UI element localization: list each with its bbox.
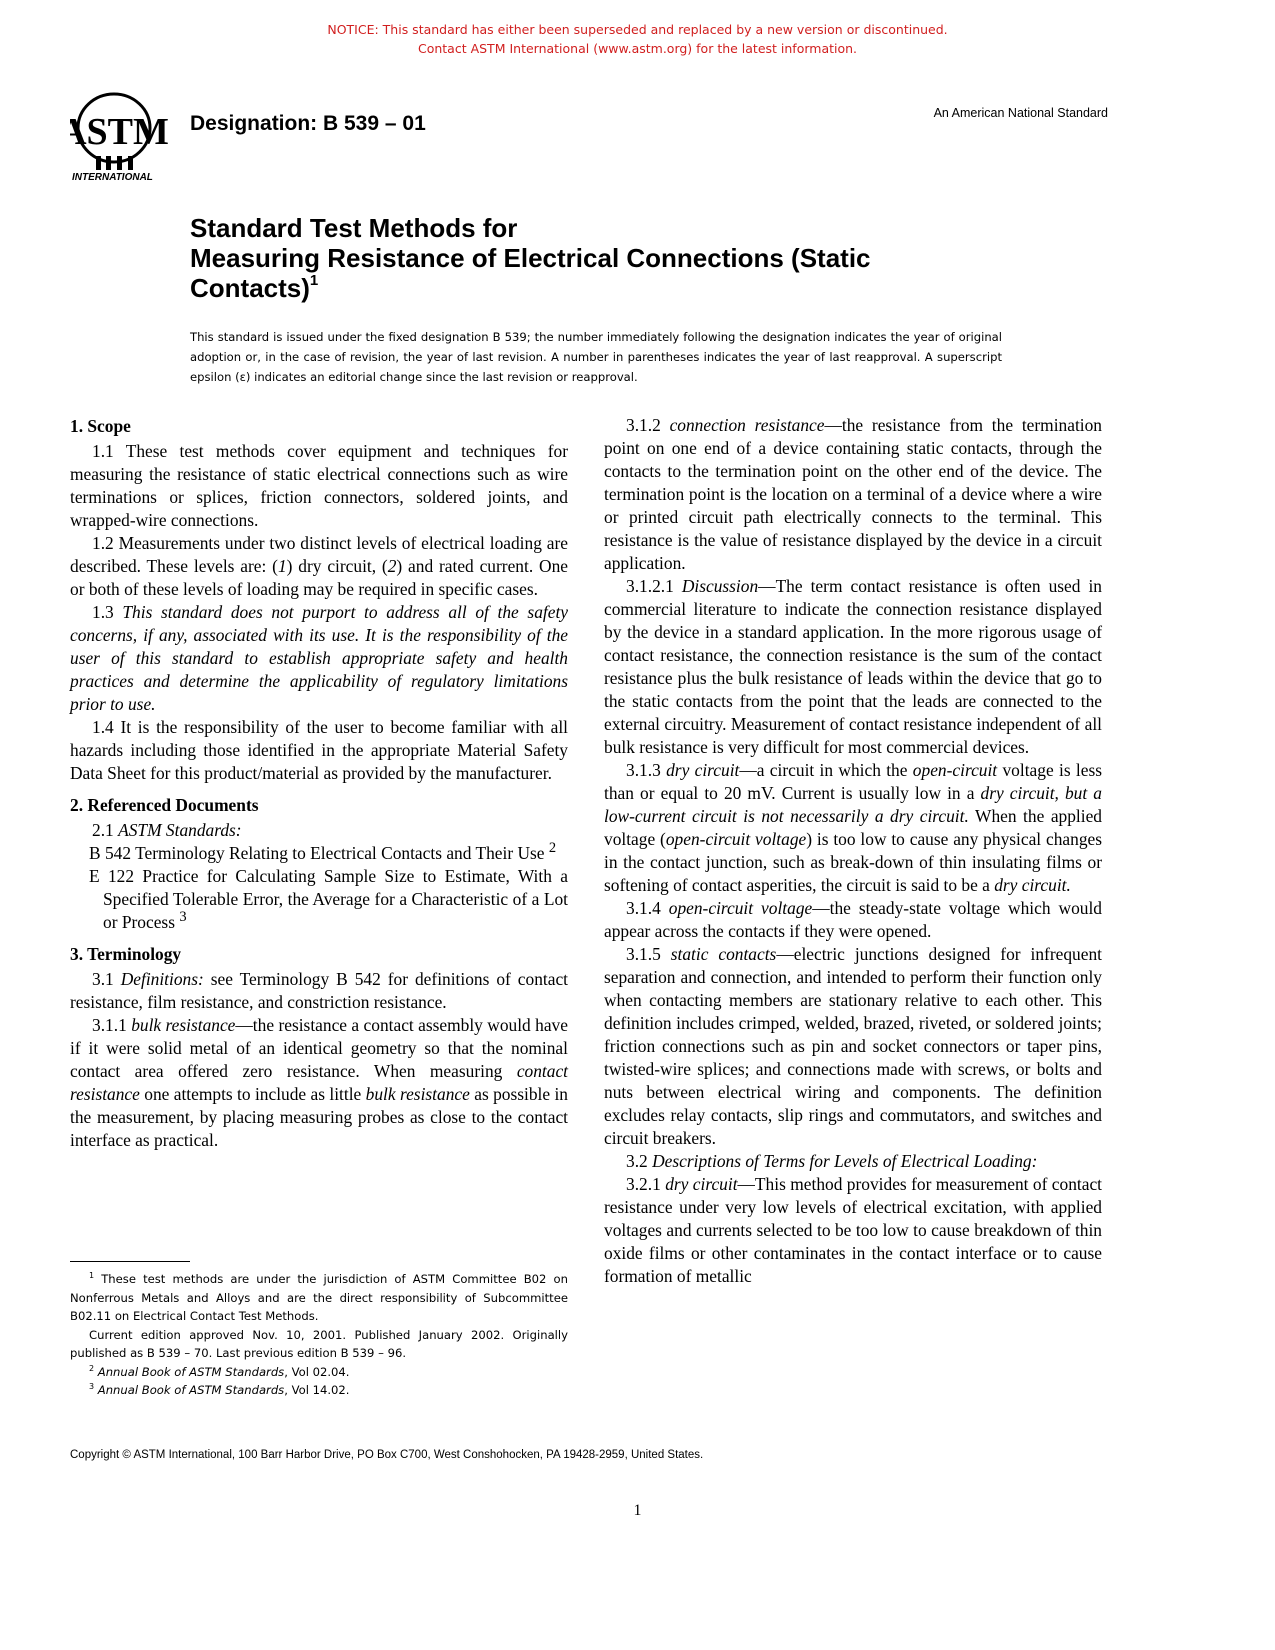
issued-note: This standard is issued under the fixed designation B 539; the number immediately following the designation indicates the year of original adoption or, in the case of revision, the year of last revision. A number in parentheses indicates the year of last reapproval. A superscript epsilon (ε) indicates an editorial change since the last revision or reapproval. — [190, 330, 1002, 384]
american-national-standard: An American National Standard — [933, 106, 1108, 120]
notice-line-1: NOTICE: This standard has either been superseded and replaced by a new version or discontinued. — [327, 22, 948, 37]
para-3-1-3-i3: open-circuit voltage — [665, 829, 807, 849]
right-column — [604, 414, 1102, 1288]
para-3-1-3-num: 3.1.3 — [626, 760, 667, 780]
para-3-1-2-term: connection resistance — [669, 415, 825, 435]
para-1-3 — [70, 601, 568, 716]
para-1-3-text: This standard does not purport to address all of the safety concerns, if any, associated with its use. It is the responsibility of the user of this standard to establish appropriate safety and health practices and determine the applicability of regulatory limitations prior to use. — [70, 602, 568, 714]
designation: Designation: B 539 – 01 — [190, 112, 426, 135]
page-number: 1 — [633, 1502, 642, 1519]
para-3-1-5-text: —electric junctions designed for infrequent separation and connection, and intended to perform their function only when contacting members are stationary relative to each other. This definition includes crimped, welded, brazed, riveted, or soldered joints; friction connections such as pin and socket connectors or taper pins, twisted-wire splices; and connections made with screws, or bolts and nuts between electrical wiring and components. The definition excludes relay contacts, slip rings and commutators, and switches and circuit breakers. — [604, 944, 1102, 1148]
para-3-1-3-i4: dry circuit. — [994, 875, 1071, 895]
logo-subtext: INTERNATIONAL — [72, 172, 153, 183]
reference-e122-fn: 3 — [179, 909, 187, 926]
notice-line-2: Contact ASTM International (www.astm.org) for the latest information. — [417, 41, 858, 56]
para-3-2-1-text: —This method provides for measurement of contact resistance under very low levels of electrical excitation, with applied voltages and currents selected to be too low to cause breakdown of thin oxide films or other contaminates in the contact interface or to cause formation of metallic — [604, 1174, 1102, 1286]
para-1-2 — [70, 532, 568, 601]
title-line-3 — [190, 273, 1090, 303]
left-column — [70, 414, 568, 1152]
footnote-2 — [70, 1363, 568, 1382]
para-3-1-3-term: dry circuit — [666, 760, 740, 780]
title-line-1: Standard Test Methods for — [190, 213, 518, 243]
footnote-1-text: These test methods are under the jurisdiction of ASTM Committee B02 on Nonferrous Metals and Alloys and are the direct responsibility of Subcommittee B02.11 on Electrical Contact Test Methods. — [70, 1272, 568, 1323]
para-2-1-num: 2.1 — [92, 820, 119, 840]
title-footnote-mark: 1 — [309, 272, 319, 289]
para-3-1-3-c: When the applied voltage ( — [604, 806, 1103, 849]
para-3-1-3 — [604, 759, 1102, 897]
para-3-1-3-i1: open-circuit — [912, 760, 998, 780]
para-3-1-1-c: as possible in the measurement, by placing measuring probes as close to the contact interface as practical. — [70, 1084, 568, 1150]
reference-e122 — [70, 865, 568, 934]
para-3-2-text: Descriptions of Terms for Levels of Electrical Loading: — [652, 1151, 1038, 1171]
footnote-1-edition: Current edition approved Nov. 10, 2001. Published January 2002. Originally published as B 539 – 70. Last previous edition B 539 – 96. — [70, 1327, 568, 1360]
footnote-3-title: Annual Book of ASTM Standards — [94, 1383, 285, 1397]
astm-logo-icon — [70, 92, 172, 184]
footnotes — [70, 1270, 568, 1400]
para-2-1-text: ASTM Standards: — [118, 820, 242, 840]
para-3-1-5-term: static contacts — [670, 944, 777, 964]
para-3-1-2-num: 3.1.2 — [626, 415, 670, 435]
para-3-1-1-a: —the resistance a contact assembly would have if it were solid metal of an identical geometry so that the nominal contact area offered zero resistance. When measuring — [70, 1015, 568, 1081]
para-3-1-num: 3.1 — [92, 969, 121, 989]
para-3-2-1-num: 3.2.1 — [626, 1174, 666, 1194]
para-1-2-n1: 1 — [277, 556, 287, 576]
para-2-1 — [70, 819, 568, 842]
footnote-3-vol: , Vol 14.02. — [284, 1383, 350, 1397]
para-3-1-3-i2: dry circuit, but a low-current circuit is not necessarily a dry circuit. — [604, 783, 1102, 826]
logo-text: ASTM — [70, 111, 169, 153]
para-3-1 — [70, 968, 568, 1014]
para-3-1-3-b: voltage is less than or equal to 20 mV. Current is usually low in a — [604, 760, 1102, 803]
section-heading-referenced-documents: 2. Referenced Documents — [70, 795, 259, 815]
para-3-1-1-i1: contact resistance — [70, 1061, 568, 1104]
para-1-2-c: ) and rated current. One or both of these levels of loading may be required in specific cases. — [70, 556, 568, 599]
section-heading-terminology: 3. Terminology — [70, 944, 182, 964]
para-1-2-a: 1.2 Measurements under two distinct levels of electrical loading are described. These levels are: ( — [70, 533, 568, 576]
para-3-1-1-term: bulk resistance — [131, 1015, 236, 1035]
para-3-1-2-1 — [604, 575, 1102, 759]
footnote-1-mark: 1 — [89, 1271, 95, 1281]
para-3-2-1-term: dry circuit — [665, 1174, 738, 1194]
para-3-2-1 — [604, 1173, 1102, 1288]
para-1-1: 1.1 These test methods cover equipment and techniques for measuring the resistance of static electrical connections such as wire terminations or splices, friction connectors, soldered joints, and wrapped-wire connections. — [70, 441, 568, 530]
reference-b542-fn: 2 — [548, 840, 557, 857]
reference-b542-text: B 542 Terminology Relating to Electrical Contacts and Their Use — [89, 843, 549, 863]
footnote-2-mark: 2 — [89, 1363, 95, 1373]
para-3-1-label: Definitions: — [120, 969, 204, 989]
para-3-1-3-d: ) is too low to cause any physical changes in the contact junction, such as break-down of thin insulating films or softening of contact asperities, the circuit is said to be a — [604, 829, 1102, 895]
copyright: Copyright © ASTM International, 100 Barr Harbor Drive, PO Box C700, West Conshohocken, PA 19428-2959, United States. — [70, 1449, 704, 1461]
para-1-3-num: 1.3 — [92, 602, 123, 622]
para-3-1-4-term: open-circuit voltage — [668, 898, 813, 918]
para-3-1-2 — [604, 414, 1102, 575]
reference-e122-text: E 122 Practice for Calculating Sample Size to Estimate, With a Specified Tolerable Error, the Average for a Characteristic of a Lot or Process — [89, 866, 568, 932]
para-3-1-1-b: one attempts to include as little — [139, 1084, 366, 1104]
para-3-1-1-i2: bulk resistance — [365, 1084, 470, 1104]
para-3-1-2-1-term: Discussion — [681, 576, 759, 596]
para-3-1-4-num: 3.1.4 — [626, 898, 669, 918]
footnote-2-vol: , Vol 02.04. — [284, 1364, 350, 1379]
para-1-2-b: ) dry circuit, ( — [286, 556, 388, 576]
footnote-2-title: Annual Book of ASTM Standards — [94, 1364, 285, 1379]
para-3-2 — [604, 1150, 1102, 1173]
para-3-1-5 — [604, 943, 1102, 1150]
astm-logo — [70, 92, 172, 184]
para-3-2-num: 3.2 — [626, 1151, 653, 1171]
para-3-1-4-text: —the steady-state voltage which would appear across the contacts if they were opened. — [604, 898, 1102, 941]
footnote-1 — [70, 1270, 568, 1326]
footnote-3-mark: 3 — [89, 1382, 95, 1392]
para-3-1-text: see Terminology B 542 for definitions of contact resistance, film resistance, and constriction resistance. — [70, 969, 568, 1012]
para-3-1-1 — [70, 1014, 568, 1152]
para-1-2-n2: 2 — [387, 556, 397, 576]
title-line-3-text: Contacts) — [190, 273, 310, 303]
para-3-1-1-num: 3.1.1 — [92, 1015, 132, 1035]
para-3-1-2-1-num: 3.1.2.1 — [626, 576, 682, 596]
para-3-1-4 — [604, 897, 1102, 943]
para-3-1-3-a: —a circuit in which the — [739, 760, 913, 780]
para-1-4: 1.4 It is the responsibility of the user to become familiar with all hazards including those identified in the appropriate Material Safety Data Sheet for this product/material as provided by the manufacturer. — [70, 717, 568, 783]
footnote-rule — [70, 1261, 190, 1262]
para-3-1-2-1-text: —The term contact resistance is often used in commercial literature to indicate the connection resistance displayed by the device in a standard application. In the more rigorous usage of contact resistance, the connection resistance is the sum of the contact resistance plus the bulk resistance of leads within the device that go to the static contacts from the point that the leads are connected to the external circuitry. Measurement of contact resistance independent of all bulk resistance is very difficult for most commercial devices. — [604, 576, 1102, 757]
para-3-1-5-num: 3.1.5 — [626, 944, 671, 964]
section-heading-scope: 1. Scope — [70, 416, 131, 436]
document-title — [190, 213, 1090, 303]
reference-b542 — [70, 842, 568, 865]
para-3-1-2-text: —the resistance from the termination point on one end of a device containing static contacts, through the contacts to the termination point on the other end of the device. The termination point is the location on a terminal of a device where a wire or printed circuit path electrically connects to the terminal. This resistance is the value of resistance displayed by the device in a circuit application. — [604, 415, 1102, 573]
footnote-3 — [70, 1381, 568, 1400]
title-line-2: Measuring Resistance of Electrical Connections (Static — [190, 243, 871, 273]
